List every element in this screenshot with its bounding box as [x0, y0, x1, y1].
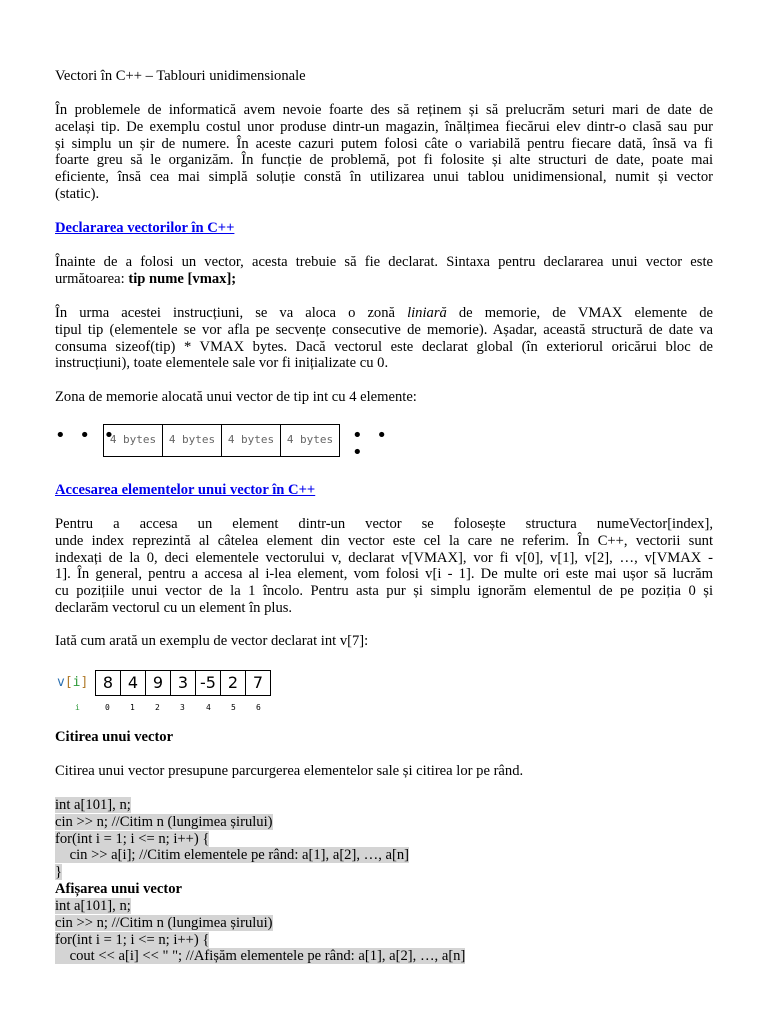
vector-cell: 4	[121, 671, 146, 695]
intro-line: În problemele de informatică avem nevoie foarte des să reținem și să prelucrăm seturi mari de date de	[55, 102, 713, 118]
afisare-code-block	[55, 898, 713, 965]
accesare-paragraph	[55, 516, 713, 617]
vector-cells	[95, 670, 271, 696]
vector-index: 5	[231, 703, 236, 712]
code-text: for(int i = 1; i <= n; i++) {	[55, 830, 210, 847]
code-text: int a[101], n;	[55, 797, 131, 813]
vector-index: 3	[180, 703, 185, 712]
memory-cell: 4 bytes	[163, 425, 222, 456]
code-line	[55, 864, 713, 881]
memory-diagram	[55, 424, 395, 463]
vector-label-bracket: ]	[80, 675, 89, 690]
accesare-line: indexați de la 0, deci elementele vectorului v, declarat v[VMAX], vor fi v[0], v[1], v[2], …, v[VMAX -	[55, 549, 713, 566]
vector-index: 2	[155, 703, 160, 712]
code-text: cin >> n; //Citim n (lungimea șirului)	[55, 813, 273, 830]
allocation-line	[55, 305, 713, 322]
code-line	[55, 797, 713, 814]
vector-cell: 9	[146, 671, 171, 695]
accesare-line: Pentru a accesa un element dintr-un vector se folosește structura numeVector[index],	[55, 516, 713, 532]
code-line	[55, 915, 713, 932]
liniara-emphasis: liniară	[407, 305, 447, 321]
intro-line: eficiente, însă cea mai simplă soluție constă în utilizarea unui tablou unidimensional, numit și vector	[55, 169, 713, 186]
code-text: cin >> n; //Citim n (lungimea șirului)	[55, 914, 273, 931]
vector-cell: 2	[221, 671, 246, 695]
code-line	[55, 814, 713, 831]
vector-index-label: i	[75, 703, 80, 712]
vector-index: 0	[105, 703, 110, 712]
syntax-text: tip nume [vmax];	[128, 270, 237, 287]
allocation-text: În urma acestei instrucțiuni, se va aloca o zonă	[55, 305, 408, 321]
memory-cell: 4 bytes	[222, 425, 281, 456]
vector-index: 6	[256, 703, 261, 712]
intro-line: același tip. De exemplu costul unor produse dintr-un magazin, înălțimea fiecărui elev dintr-o clasă sau pur	[55, 118, 713, 135]
declarare-line: Înainte de a folosi un vector, acesta trebuie să fie declarat. Sintaxa pentru declararea unui vector este	[55, 254, 713, 270]
accesare-line: 1]. În general, pentru a accesa al i-lea element, vom folosi v[i - 1]. De multe ori este mai ușor să lucrăm	[55, 566, 713, 583]
vector-cell: -5	[196, 671, 221, 695]
code-line	[55, 898, 713, 915]
memory-cell: 4 bytes	[104, 425, 163, 456]
allocation-text: de memorie, de VMAX elemente de	[446, 305, 713, 321]
vector-index: 1	[130, 703, 135, 712]
citire-paragraph: Citirea unui vector presupune parcurgerea elementelor sale și citirea lor pe rând.	[55, 763, 524, 779]
vector-index: 4	[206, 703, 211, 712]
vector-label-v: v	[57, 675, 65, 690]
code-text: for(int i = 1; i <= n; i++) {	[55, 931, 210, 948]
code-line	[55, 831, 713, 848]
section-heading-afisare: Afișarea unui vector	[55, 881, 183, 897]
declarare-link[interactable]: Declararea vectorilor în C++	[55, 220, 235, 236]
code-text: cout << a[i] << " "; //Afișăm elementele pe rând: a[1], a[2], …, a[n]	[55, 948, 466, 965]
code-line	[55, 847, 713, 864]
memory-cells	[103, 424, 340, 457]
code-text: cin >> a[i]; //Citim elementele pe rând: a[1], a[2], …, a[n]	[55, 847, 410, 864]
intro-line: și simplu un șir de numere. În aceste cazuri putem folosi câte o variabilă pentru fiecare dată, însă va fi	[55, 135, 713, 152]
code-text: int a[101], n;	[55, 898, 131, 914]
vector-label	[57, 675, 88, 692]
vector-label-i: i	[72, 675, 81, 690]
code-line	[55, 932, 713, 949]
allocation-paragraph	[55, 305, 713, 372]
example-caption: Iată cum arată un exemplu de vector declarat int v[7]:	[55, 633, 369, 649]
vector-cell: 3	[171, 671, 196, 695]
intro-line: foarte greu să le organizăm. În funcție de problemă, pot fi folosite și alte structuri de date, poate mai	[55, 152, 713, 169]
declarare-paragraph	[55, 254, 713, 288]
citire-code-block	[55, 797, 713, 881]
allocation-line: tipul tip (elementele se vor afla pe secvențe consecutive de memorie). Așadar, această structură de date va	[55, 321, 713, 338]
accesare-line: cu pozițiile unui vector de la 1 încolo. Pentru asta pur și simplu ignorăm elementul de pe poziția 0 și	[55, 583, 713, 600]
accesare-line: unde index reprezintă al câtelea element din vector este cel la care ne referim. În C++, vectorii sunt	[55, 532, 713, 549]
code-text: }	[55, 864, 63, 881]
accesare-line: declarăm vectorul cu un element în plus.	[55, 599, 293, 616]
intro-line: (static).	[55, 185, 100, 202]
allocation-line: consuma sizeof(tip) * VMAX bytes. Dacă vectorul este declarat global (în exteriorul oricărui bloc de	[55, 338, 713, 355]
document-title: Vectori în C++ – Tablouri unidimensionale	[55, 68, 306, 84]
vector-label-bracket: [	[64, 675, 73, 690]
vector-cell: 8	[96, 671, 121, 695]
section-heading-citire: Citirea unui vector	[55, 729, 174, 745]
memory-dots-right: • • •	[352, 425, 391, 463]
allocation-line: instrucțiuni), toate elementele sale vor fi inițializate cu 0.	[55, 355, 389, 372]
memory-caption: Zona de memorie alocată unui vector de tip int cu 4 elemente:	[55, 389, 417, 405]
memory-cell: 4 bytes	[286, 433, 334, 447]
section-heading-accesare	[55, 482, 713, 499]
memory-dots-left: • • •	[55, 425, 119, 446]
section-heading-declarare	[55, 220, 713, 237]
code-line	[55, 948, 713, 965]
declarare-prefix: următoarea:	[55, 270, 129, 287]
intro-paragraph	[55, 102, 713, 203]
vector-diagram	[55, 670, 295, 712]
declarare-line	[55, 271, 713, 288]
vector-cell: 7	[252, 672, 264, 692]
accesare-link[interactable]: Accesarea elementelor unui vector în C++	[55, 482, 316, 498]
